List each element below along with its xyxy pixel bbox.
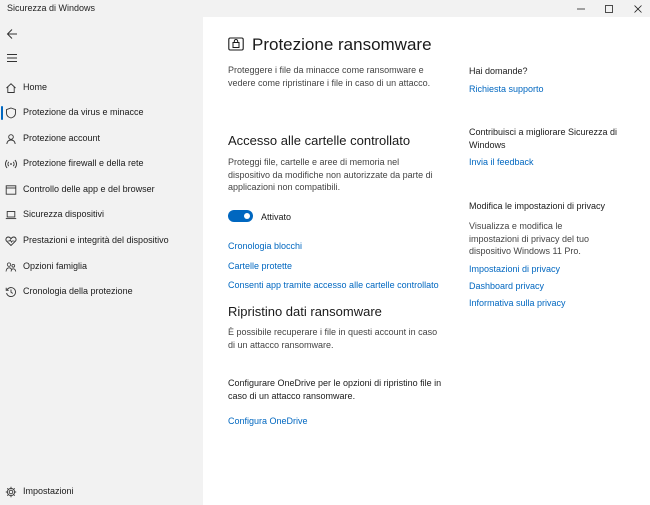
hamburger-menu-button[interactable] [1,47,23,69]
window-title: Sicurezza di Windows [7,3,96,13]
minimize-icon [576,4,586,14]
sidebar-item-label: Controllo delle app e del browser [23,184,155,194]
sidebar [0,17,203,505]
history-icon [4,285,18,299]
back-arrow-icon [6,28,18,40]
hamburger-icon [6,53,18,63]
sidebar-item-label: Impostazioni [23,486,74,496]
cfa-heading: Accesso alle cartelle controllato [228,133,411,148]
privacy-heading: Modifica le impostazioni di privacy [469,201,606,211]
sidebar-item-label: Cronologia della protezione [23,286,133,296]
back-button[interactable] [1,23,23,45]
configure-onedrive-link[interactable]: Configura OneDrive [228,416,308,426]
close-icon [633,4,643,14]
feedback-link[interactable]: Invia il feedback [469,157,534,167]
shield-icon [4,106,18,120]
toggle-knob [244,213,250,219]
sidebar-item-label: Home [23,82,48,92]
intro-text: Proteggere i file da minacce come ransomware e vedere come ripristinare i file in caso di un attacco. [228,65,431,88]
recovery-heading: Ripristino dati ransomware [228,304,382,319]
sidebar-item-label: Sicurezza dispositivi [23,209,105,219]
sidebar-item-family-options[interactable] [0,255,203,279]
sidebar-item-app-browser-control[interactable] [0,178,203,202]
sidebar-item-label: Protezione account [23,133,101,143]
gear-icon [4,485,18,499]
sidebar-item-virus-protection[interactable] [0,101,203,125]
person-icon [4,132,18,146]
home-icon [4,81,18,95]
block-history-link[interactable]: Cronologia blocchi [228,241,303,251]
sidebar-item-firewall[interactable] [0,152,203,176]
cfa-description: Proteggi file, cartelle e aree di memoria nel dispositivo da modifiche non autorizzate da parte di applicazioni non compatibili. [228,157,433,192]
sidebar-item-settings[interactable] [0,480,203,504]
minimize-button[interactable] [567,0,595,17]
questions-heading: Hai domande? [469,66,528,76]
support-link[interactable]: Richiesta supporto [469,84,544,94]
privacy-settings-link[interactable]: Impostazioni di privacy [469,264,561,274]
sidebar-item-account-protection[interactable] [0,127,203,151]
cfa-toggle-label: Attivato [261,212,292,222]
sidebar-item-protection-history[interactable] [0,280,203,304]
family-icon [4,260,18,274]
privacy-statement-link[interactable]: Informativa sulla privacy [469,298,566,308]
wifi-icon [4,157,18,171]
sidebar-item-home[interactable] [0,76,203,100]
app-window-icon [4,183,18,197]
close-button[interactable] [624,0,650,17]
ransomware-protection-icon [228,37,244,51]
main-content [203,17,650,505]
title-bar [0,0,650,17]
sidebar-item-label: Prestazioni e integrità del dispositivo [23,235,169,245]
cfa-toggle-switch[interactable] [228,210,253,222]
sidebar-item-label: Protezione da virus e minacce [23,107,144,117]
sidebar-item-label: Protezione firewall e della rete [23,158,144,168]
maximize-icon [604,4,614,14]
allow-app-link[interactable]: Consenti app tramite accesso alle cartelle controllato [228,280,439,290]
heart-icon [4,234,18,248]
maximize-button[interactable] [595,0,623,17]
privacy-dashboard-link[interactable]: Dashboard privacy [469,281,545,291]
privacy-description: Visualizza e modifica le impostazioni di privacy del tuo dispositivo Windows 11 Pro. [469,221,590,256]
feedback-heading: Contribuisci a migliorare Sicurezza di Windows [469,127,618,150]
recovery-description: È possibile recuperare i file in questi account in caso di un attacco ransomware. [228,327,438,350]
onedrive-text: Configurare OneDrive per le opzioni di ripristino file in caso di un attacco ransomware. [228,378,442,401]
sidebar-item-label: Opzioni famiglia [23,261,88,271]
sidebar-item-device-security[interactable] [0,203,203,227]
laptop-icon [4,208,18,222]
protected-folders-link[interactable]: Cartelle protette [228,261,293,271]
page-title: Protezione ransomware [252,35,432,54]
sidebar-item-device-performance[interactable] [0,229,203,253]
